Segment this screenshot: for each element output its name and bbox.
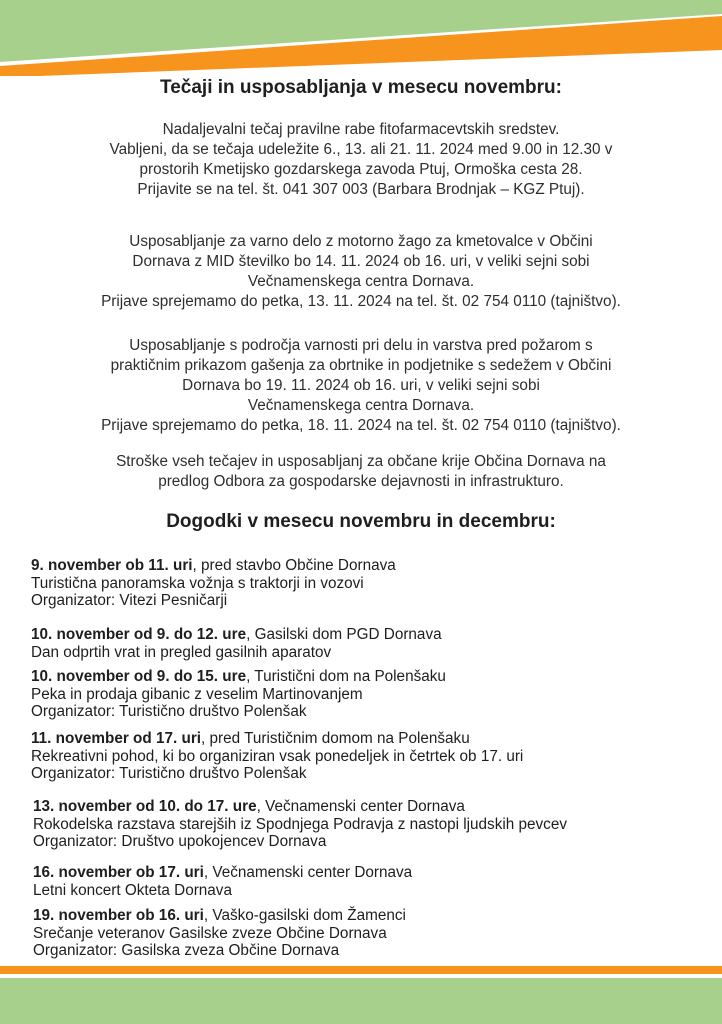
text-line: Prijavite se na tel. št. 041 307 003 (Barbara Brodnjak – KGZ Ptuj). — [137, 181, 585, 198]
course-item — [20, 232, 702, 312]
courses-title: Tečaji in usposabljanja v mesecu novembru: — [160, 77, 562, 98]
text-line: Usposabljanje za varno delo z motorno žago za kmetovalce v Občini — [129, 233, 593, 250]
event-organizer: Organizator: Društvo upokojencev Dornava — [33, 833, 327, 850]
event-organizer: Organizator: Vitezi Pesničarji — [31, 592, 228, 609]
event-organizer: Organizator: Gasilska zveza Občine Dornava — [33, 942, 340, 959]
text-line: Usposabljanje s področja varnosti pri delu in varstva pred požarom s — [129, 337, 593, 354]
header-decoration — [0, 0, 722, 80]
text-line: Vabljeni, da se tečaja udeležite 6., 13. ali 21. 11. 2024 med 9.00 in 12.30 v — [109, 141, 613, 158]
text-line: Dornava bo 19. 11. 2024 ob 16. uri, v veliki sejni sobi — [182, 377, 540, 394]
text-line: prostorih Kmetijsko gozdarskega zavoda Ptuj, Ormoška cesta 28. — [139, 161, 583, 178]
event-place: , Vaško-gasilski dom Žamenci — [203, 907, 406, 924]
event-date: 19. november ob 16. uri — [33, 907, 204, 924]
event-date: 11. november od 17. uri — [31, 730, 202, 747]
footer-orange-band — [0, 966, 722, 974]
event-item — [33, 864, 713, 899]
event-item — [33, 907, 713, 960]
text-line: predlog Odbora za gospodarske dejavnosti in infrastrukturo. — [158, 473, 564, 490]
event-organizer: Organizator: Turistično društvo Polenšak — [31, 703, 307, 720]
event-item — [31, 626, 711, 661]
event-description: Peka in prodaja gibanic z veselim Martinovanjem — [31, 685, 363, 703]
text-line: Prijave sprejemamo do petka, 18. 11. 2024 na tel. št. 02 754 0110 (tajništvo). — [101, 417, 621, 434]
event-description: Letni koncert Okteta Dornava — [33, 881, 232, 899]
events-title: Dogodki v mesecu novembru in decembru: — [166, 511, 556, 532]
course-item — [20, 452, 702, 492]
event-item — [31, 668, 711, 721]
text-line: Prijave sprejemamo do petka, 13. 11. 2024 na tel. št. 02 754 0110 (tajništvo). — [101, 293, 621, 310]
event-description: Turistična panoramska vožnja s traktorji in vozovi — [31, 574, 364, 592]
event-description: Srečanje veteranov Gasilske zveze Občine Dornava — [33, 924, 387, 942]
footer-decoration — [0, 966, 722, 1024]
event-date: 10. november od 9. do 12. ure — [31, 626, 247, 643]
event-item — [31, 557, 711, 610]
event-item — [31, 730, 711, 783]
event-organizer: Organizator: Turistično društvo Polenšak — [31, 765, 307, 782]
event-description: Rokodelska razstava starejših iz Spodnjega Podravja z nastopi ljudskih pevcev — [33, 815, 567, 833]
text-line: Večnamenskega centra Dornava. — [247, 397, 475, 414]
event-place: , Turistični dom na Polenšaku — [246, 668, 446, 685]
event-item — [33, 798, 713, 851]
text-line: Večnamenskega centra Dornava. — [247, 273, 475, 290]
event-place: , Večnamenski center Dornava — [256, 798, 465, 815]
text-line: Nadaljevalni tečaj pravilne rabe fitofarmacevtskih sredstev. — [162, 121, 560, 138]
event-date: 10. november od 9. do 15. ure — [31, 668, 247, 685]
text-line: Dornava z MID številko bo 14. 11. 2024 ob 16. uri, v veliki sejni sobi — [132, 253, 590, 270]
course-item — [20, 120, 702, 200]
event-place: , Večnamenski center Dornava — [203, 864, 413, 881]
event-place: , pred Turističnim domom na Polenšaku — [201, 730, 470, 747]
footer-green-band — [0, 978, 722, 1024]
text-line: Stroške vseh tečajev in usposabljanj za občane krije Občina Dornava na — [116, 453, 606, 470]
event-description: Dan odprtih vrat in pregled gasilnih aparatov — [31, 643, 332, 661]
event-description: Rekreativni pohod, ki bo organiziran vsak ponedeljek in četrtek ob 17. uri — [31, 747, 524, 765]
text-line: praktičnim prikazom gašenja za obrtnike in podjetnike s sedežem v Občini — [110, 357, 612, 374]
event-place: , pred stavbo Občine Dornava — [192, 557, 396, 574]
event-date: 9. november ob 11. uri — [31, 557, 193, 574]
event-date: 16. november ob 17. uri — [33, 864, 204, 881]
course-item — [20, 336, 702, 436]
event-date: 13. november od 10. do 17. ure — [33, 798, 257, 815]
event-place: , Gasilski dom PGD Dornava — [246, 626, 442, 643]
